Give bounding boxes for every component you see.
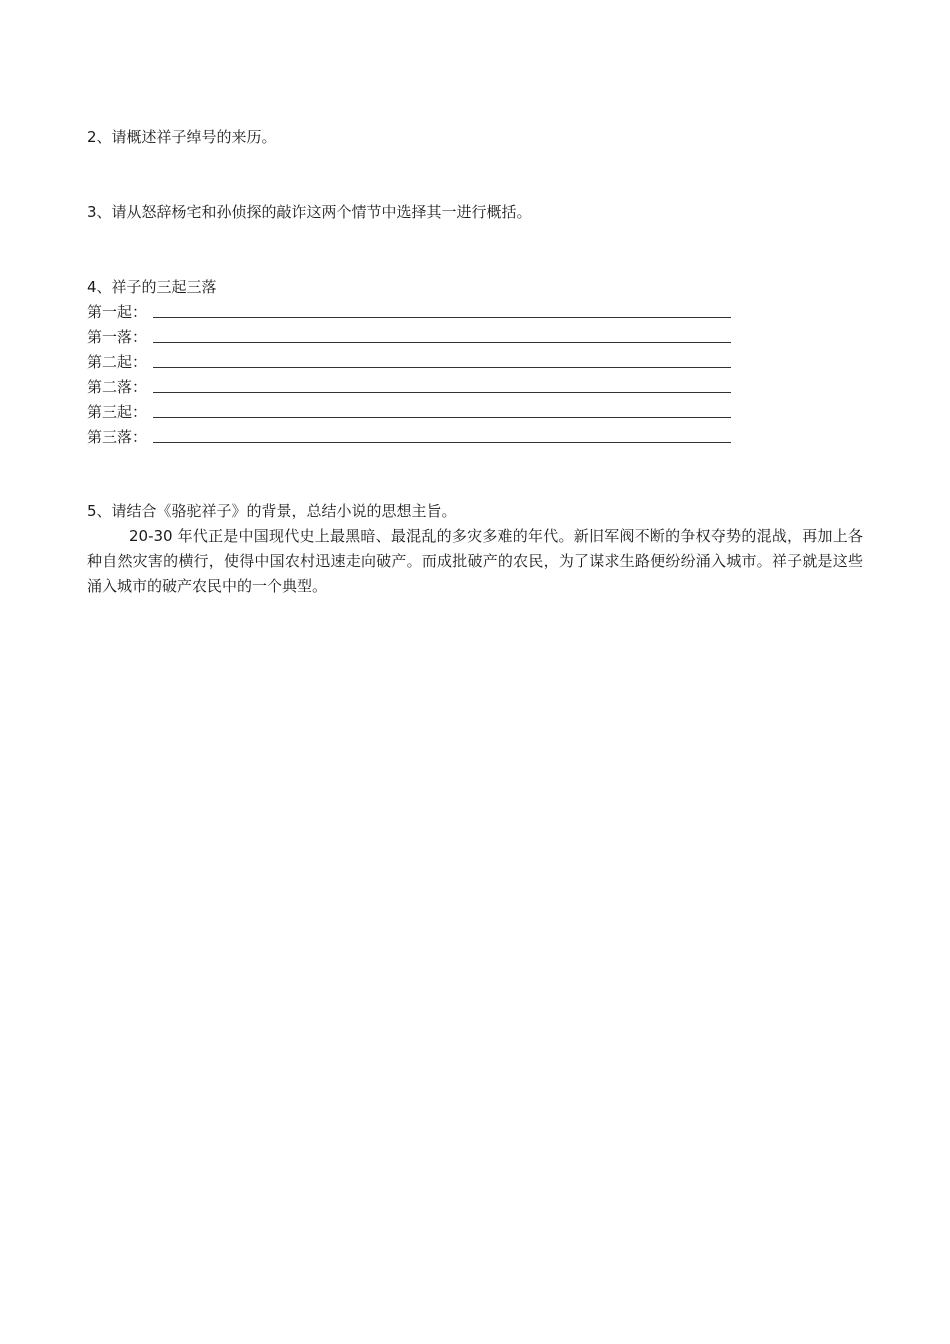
blank-line[interactable] <box>153 367 731 368</box>
fill-label: 第二落： <box>87 378 148 396</box>
fill-row-5 <box>87 402 737 422</box>
fill-label: 第一起： <box>87 303 148 321</box>
question-3: 3、请从怒辞杨宅和孙侦探的敲诈这两个情节中选择其一进行概括。 <box>87 203 532 221</box>
fill-row-1 <box>87 302 737 322</box>
fill-label: 第二起： <box>87 353 148 371</box>
question-5-answer: 20-30 年代正是中国现代史上最黑暗、最混乱的多灾多难的年代。新旧军阀不断的争权夺势的混战，再加上各种自然灾害的横行，使得中国农村迅速走向破产。而成批破产的农民，为了谋求生路便纷纷涌入城市。祥子就是这些涌入城市的破产农民中的一个典型。 <box>87 527 863 595</box>
fill-label: 第三起： <box>87 403 148 421</box>
fill-row-6 <box>87 427 737 447</box>
blank-line[interactable] <box>153 417 731 418</box>
fill-row-2 <box>87 327 737 347</box>
fill-label: 第三落： <box>87 428 148 446</box>
blank-line[interactable] <box>153 442 731 443</box>
blank-line[interactable] <box>153 392 731 393</box>
question-2: 2、请概述祥子绰号的来历。 <box>87 128 277 146</box>
question-4-title: 4、祥子的三起三落 <box>87 278 217 296</box>
blank-line[interactable] <box>153 317 731 318</box>
fill-row-4 <box>87 377 737 397</box>
fill-row-3 <box>87 352 737 372</box>
fill-label: 第一落： <box>87 328 148 346</box>
blank-line[interactable] <box>153 342 731 343</box>
question-5: 5、请结合《骆驼祥子》的背景，总结小说的思想主旨。 <box>87 502 457 520</box>
